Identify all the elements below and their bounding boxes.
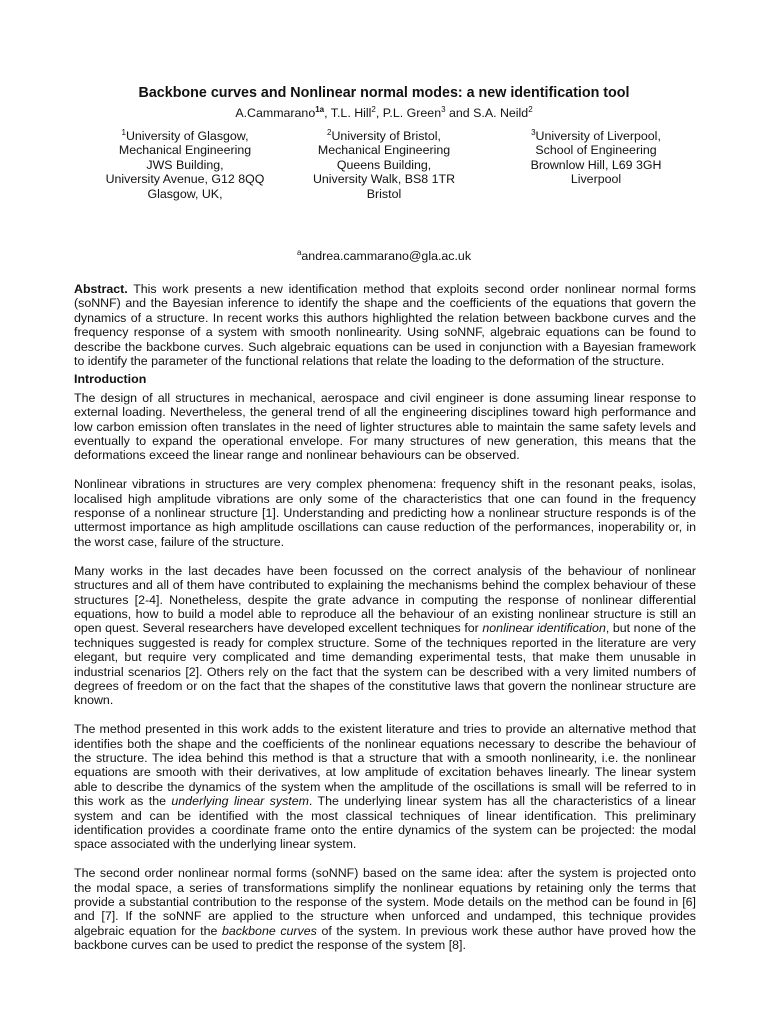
affiliation-superscript: 1 xyxy=(121,127,126,137)
affiliation-line: University Avenue, G12 8QQ xyxy=(105,172,265,187)
affiliation-liverpool xyxy=(481,129,711,187)
author-name: S.A. Neild xyxy=(473,106,529,120)
paragraph-text: . The underlying linear system has all the characteristics of a linear system and can be identified with the most classical techniques of linear identification. This preliminary identification provides a coordinate frame onto the entire dynamics of the system can be projected: the modal space associated with the underlying linear system. xyxy=(74,794,696,852)
affiliation-line: Liverpool xyxy=(570,172,622,187)
section-heading-introduction: Introduction xyxy=(74,372,147,387)
abstract-label: Abstract. xyxy=(74,282,128,296)
affiliation-superscript: 2 xyxy=(327,127,332,137)
author-name: A.Cammarano xyxy=(235,106,316,120)
emphasis-text: underlying linear system xyxy=(171,794,309,809)
affiliation-bristol xyxy=(269,129,499,201)
affiliation-glasgow xyxy=(70,129,300,201)
author-separator: , xyxy=(375,106,383,120)
paragraph-2: Nonlinear vibrations in structures are very complex phenomena: frequency shift in the resonant peaks, isolas, localised high amplitude vibrations are only some of the characteristics that one can found in the frequency response of a nonlinear structure [1]. Understanding and predicting how a nonlinear structure responds is of the uttermost importance as high amplitude oscillations can cause reduction of the performances, inoperability or, in the worst case, failure of the structure. xyxy=(74,477,696,549)
paper-title: Backbone curves and Nonlinear normal modes: a new identification tool xyxy=(138,85,630,101)
author-superscript: 2 xyxy=(371,104,376,114)
paragraph-3 xyxy=(74,564,696,708)
paragraph-5 xyxy=(74,866,696,952)
author-name: P.L. Green xyxy=(382,106,442,120)
affiliation-line: University of Glasgow, xyxy=(125,129,249,143)
affiliation-line: School of Engineering xyxy=(535,143,657,158)
affiliation-superscript: 3 xyxy=(531,127,536,137)
author-list xyxy=(0,106,768,121)
author-separator: and xyxy=(445,106,474,120)
author-superscript: 1a xyxy=(315,104,325,114)
email-address[interactable]: andrea.cammarano@gla.ac.uk xyxy=(301,249,472,263)
affiliation-line: University Walk, BS8 1TR xyxy=(312,172,456,187)
paragraph-text: Many works in the last decades have been focussed on the correct analysis of the behaviour of nonlinear structures and all of them have contributed to explaining the mechanisms behind the complex behaviour of these structures [2-4]. Nonetheless, despite the grate advance in computing the response of nonlinear differential equations, how to build a model able to reproduce all the behaviour of an existing nonlinear structure is still an open quest. Several researchers have developed excellent techniques for xyxy=(74,563,696,636)
paragraph-4 xyxy=(74,722,696,852)
affiliation-line: Bristol xyxy=(366,186,402,201)
paragraph-text: The second order nonlinear normal forms (soNNF) based on the same idea: after the system is projected onto the modal space, a series of transformations simplify the nonlinear equations by retaining only the terms that provide a substantial contribution to the response of the system. Mode details on the method can be found in [6] and [7]. If the soNNF are applied to the structure when unforced and undamped, this technique provides algebraic equation for the xyxy=(74,866,696,938)
affiliation-line: Brownlow Hill, L69 3GH xyxy=(530,157,662,172)
email-superscript: a xyxy=(296,247,302,257)
abstract-text: This work presents a new identification method that exploits second order nonlinear normal forms (soNNF) and the Bayesian inference to identify the shape and the coefficients of the equations that govern the dynamics of a structure. In recent works this authors highlighted the relation between backbone curves and the frequency response of a system with smooth nonlinearity. Using soNNF, algebraic equations can be found to describe the backbone curves. Such algebraic equations can be used in conjunction with a Bayesian framework to identify the parameter of the functional relations that relate the loading to the deformation of the structure. xyxy=(74,282,696,369)
abstract-paragraph xyxy=(74,282,696,368)
paper-body xyxy=(74,282,696,967)
paragraph-text: of the system. In previous work these author have proved how the backbone curves can be used to predict the response of the system [8]. xyxy=(74,923,696,953)
affiliation-line: University of Liverpool, xyxy=(535,129,661,143)
affiliation-line: Glasgow, UK, xyxy=(147,186,223,201)
affiliation-line: Mechanical Engineering xyxy=(118,143,252,158)
contact-email xyxy=(0,249,768,264)
author-name: T.L. Hill xyxy=(330,106,372,120)
emphasis-text: backbone curves xyxy=(221,923,317,938)
affiliation-line: University of Bristol, xyxy=(331,129,441,143)
paragraph-text: The method presented in this work adds to the existent literature and tries to provide an alternative method that identifies both the shape and the coefficients of the nonlinear equations necessary to describe the behaviour of the structure. The idea behind this method is that a structure that with a smooth nonlinearity, i.e. the nonlinear equations are smooth with their derivatives, at low amplitude of excitation behaves linearly. The linear system able to describe the dynamics of the system when the amplitude of the oscillations is small will be referred to in this work as the xyxy=(74,722,696,809)
author-superscript: 3 xyxy=(441,104,446,114)
affiliation-line: Queens Building, xyxy=(336,157,432,172)
author-separator: , xyxy=(324,106,331,120)
affiliation-line: JWS Building, xyxy=(146,157,224,172)
author-superscript: 2 xyxy=(528,104,533,114)
paragraph-text: , but none of the techniques suggested is ready for complex structure. Some of the techniques reported in the literature are very elegant, but require very complicated and time demanding experimental tests, that make them unusable in industrial scenarios [2]. Others rely on the fact that the system can be described with a very limited numbers of degrees of freedom or on the fact that the shapes of the constitutive laws that govern the nonlinear structure are known. xyxy=(74,621,696,708)
emphasis-text: nonlinear identification xyxy=(482,621,606,636)
paragraph-1: The design of all structures in mechanical, aerospace and civil engineer is done assuming linear response to external loading. Nevertheless, the general trend of all the engineering disciplines toward high performance and low carbon emission often translates in the need of lighter structures able to maintain the same safety levels and eventually to expand the operational envelope. For many structures of new generation, this means that the deformations exceed the linear range and nonlinear behaviours can be observed. xyxy=(74,390,696,463)
affiliation-line: Mechanical Engineering xyxy=(317,143,451,158)
